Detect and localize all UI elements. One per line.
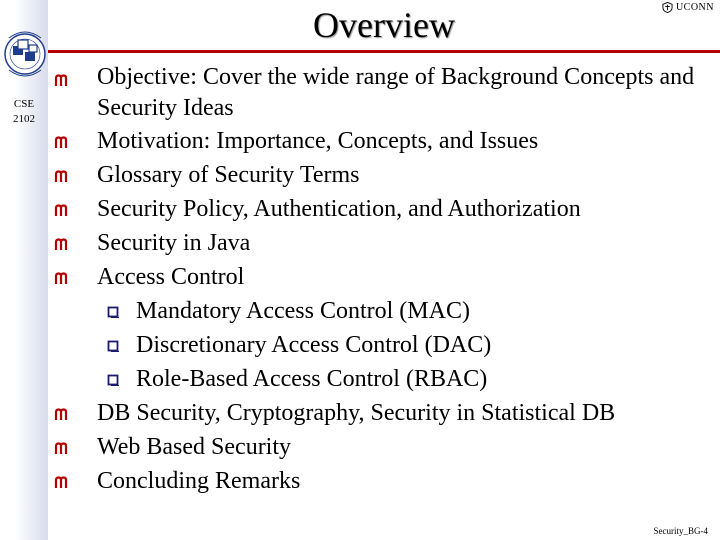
slide-title: Overview — [313, 5, 455, 45]
m-bullet-icon — [54, 169, 69, 184]
m-bullet-icon — [54, 135, 69, 150]
list-item — [54, 430, 714, 464]
m-bullet-icon — [54, 441, 69, 456]
sub-list-item — [54, 328, 714, 362]
logo-icon — [3, 18, 47, 90]
list-item-text: Objective: Cover the wide range of Background Concepts and Security Ideas — [97, 64, 695, 121]
course-dept: CSE — [13, 98, 35, 110]
list-item — [54, 124, 714, 158]
sub-list-item-text: Discretionary Access Control (DAC) — [136, 332, 492, 358]
square-bullet-icon — [107, 374, 119, 386]
slide-footer-id: Security_BG-4 — [653, 526, 708, 536]
list-item — [54, 192, 714, 226]
list-item — [54, 464, 714, 498]
sub-list-item-text: Mandatory Access Control (MAC) — [136, 298, 470, 324]
list-item-text: Concluding Remarks — [97, 468, 301, 494]
title-divider — [48, 50, 720, 53]
list-item-text: Glossary of Security Terms — [97, 162, 360, 188]
m-bullet-icon — [54, 73, 69, 88]
course-label — [0, 97, 48, 127]
list-item — [54, 158, 714, 192]
sidebar — [0, 0, 48, 540]
list-item — [54, 260, 714, 294]
list-item-text: Security Policy, Authentication, and Authorization — [97, 196, 581, 222]
list-item-text: Security in Java — [97, 230, 251, 256]
brand-name: UCONN — [675, 1, 714, 13]
list-item — [54, 62, 714, 124]
m-bullet-icon — [54, 237, 69, 252]
bullet-list — [54, 62, 714, 498]
m-bullet-icon — [54, 407, 69, 422]
m-bullet-icon — [54, 271, 69, 286]
course-number: 2102 — [13, 113, 35, 125]
square-bullet-icon — [107, 340, 119, 352]
sub-list-item-text: Role-Based Access Control (RBAC) — [136, 366, 488, 392]
list-item — [54, 226, 714, 260]
sub-list-item — [54, 294, 714, 328]
list-item-text: Access Control — [97, 264, 245, 290]
list-item-text: Motivation: Importance, Concepts, and Issues — [97, 128, 539, 154]
list-item — [54, 396, 714, 430]
list-item-text: Web Based Security — [97, 434, 292, 460]
m-bullet-icon — [54, 475, 69, 490]
square-bullet-icon — [107, 306, 119, 318]
m-bullet-icon — [54, 203, 69, 218]
list-item-text: DB Security, Cryptography, Security in Statistical DB — [97, 400, 616, 426]
sub-list-item — [54, 362, 714, 396]
